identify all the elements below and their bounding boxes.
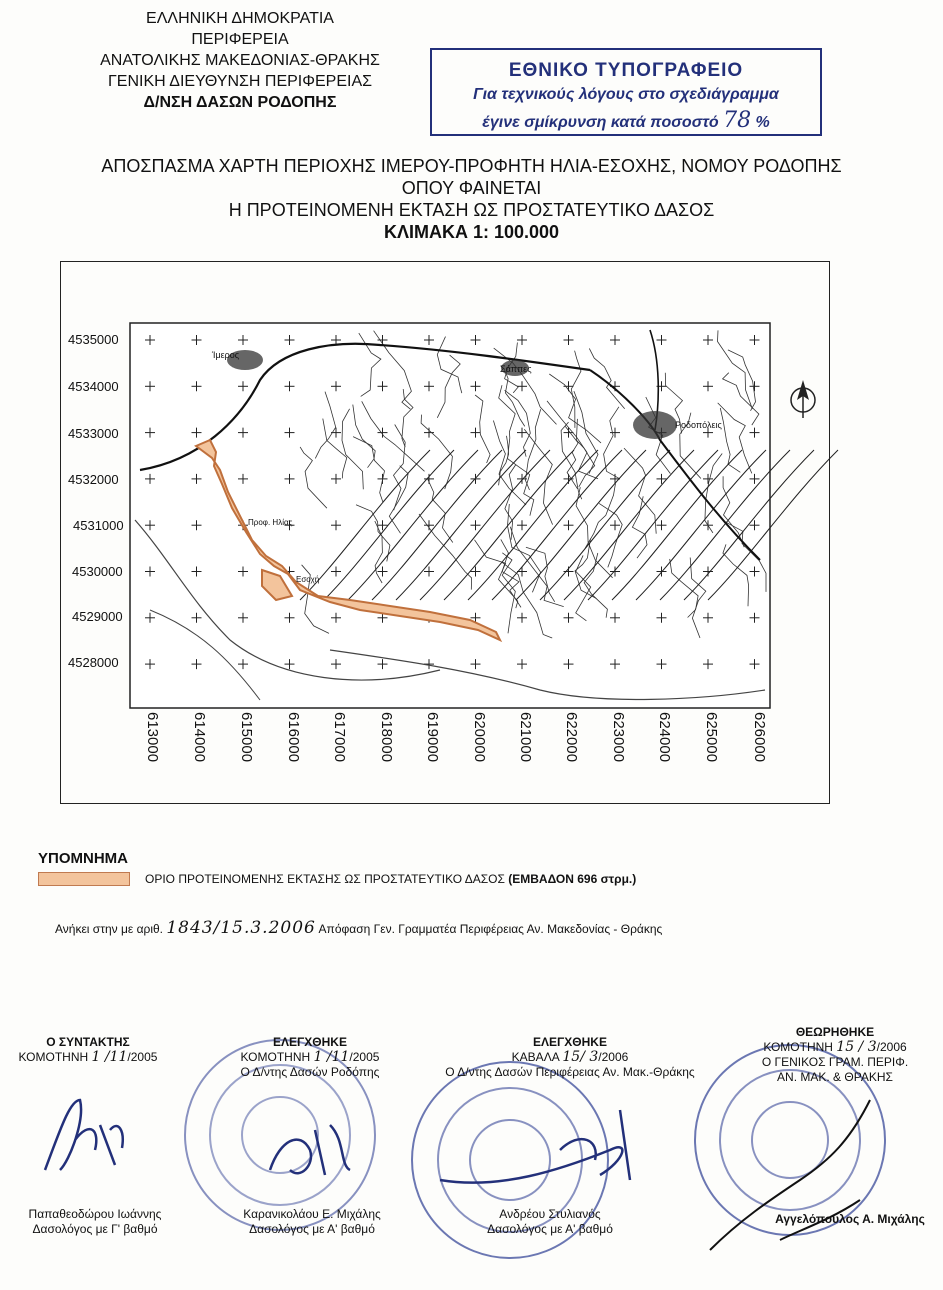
x-coordinate-label: 613000 xyxy=(144,712,161,763)
x-coordinate-label: 625000 xyxy=(703,712,720,763)
handwritten-signature xyxy=(710,1100,870,1250)
stamp-percent-sign: % xyxy=(755,114,770,131)
x-coordinate-label: 619000 xyxy=(424,712,441,763)
signature-date xyxy=(220,1050,400,1065)
y-coordinate-label: 4534000 xyxy=(68,379,119,394)
y-coordinate-label: 4532000 xyxy=(68,472,119,487)
legend-title: ΥΠΟΜΝΗΜΑ xyxy=(38,850,128,867)
signature-date-handwritten: 1 /11 xyxy=(91,1049,128,1065)
signature-name-approved xyxy=(760,1212,940,1227)
y-coordinate-label: 4535000 xyxy=(68,332,119,347)
header-line: ΠΕΡΙΦΕΡΕΙΑ xyxy=(191,31,289,48)
signature-block-check1 xyxy=(220,1035,400,1080)
signer-title: Δασολόγος με Α' βαθμό xyxy=(487,1222,613,1236)
y-coordinate-label: 4529000 xyxy=(72,609,123,624)
x-coordinate-label: 626000 xyxy=(751,712,768,763)
signature-year: /2005 xyxy=(349,1050,380,1064)
signature-name-check2 xyxy=(470,1207,630,1237)
signature-date xyxy=(740,1040,930,1055)
y-coordinate-label: 4528000 xyxy=(68,655,119,670)
signer-role: Ο Δ/ντης Δασών Περιφέρειας Αν. Μακ.-Θράκης xyxy=(445,1065,695,1079)
signature-year: /2006 xyxy=(876,1040,907,1054)
signature-heading: ΕΛΕΓΧΘΗΚΕ xyxy=(273,1035,347,1049)
signature-name-check1 xyxy=(222,1207,402,1237)
place-name: Εσοχή xyxy=(296,575,320,584)
x-coordinate-label: 618000 xyxy=(378,712,395,763)
handwritten-signature xyxy=(270,1125,350,1175)
y-coordinate-label: 4533000 xyxy=(68,426,119,441)
signer-title: Δασολόγος με Α' βαθμό xyxy=(249,1222,375,1236)
legend-item-label: ΟΡΙΟ ΠΡΟΤΕΙΝΟΜΕΝΗΣ ΕΚΤΑΣΗΣ ΩΣ ΠΡΟΣΤΑΤΕΥΤΙΚΟ ΔΑΣΟΣ xyxy=(145,872,505,886)
signature-block-author xyxy=(18,1035,158,1065)
decision-number: 1843/15.3.2006 xyxy=(166,918,316,938)
signature-place: ΚΟΜΟΤΗΝΗ xyxy=(18,1050,89,1064)
x-coordinate-label: 624000 xyxy=(656,712,673,763)
signature-heading: ΕΛΕΓΧΘΗΚΕ xyxy=(533,1035,607,1049)
signature-place: ΚΑΒΑΛΑ xyxy=(511,1050,560,1064)
signature-place: ΚΟΜΟΤΗΝΗ xyxy=(240,1050,311,1064)
x-coordinate-label: 616000 xyxy=(285,712,302,763)
signature-year: /2006 xyxy=(598,1050,629,1064)
y-coordinate-label: 4531000 xyxy=(73,518,124,533)
signature-block-check2 xyxy=(440,1035,700,1080)
place-name: Ίμερος xyxy=(212,350,240,360)
header-line: ΕΛΛΗΝΙΚΗ ΔΗΜΟΚΡΑΤΙΑ xyxy=(146,10,334,27)
signature-date xyxy=(440,1050,700,1065)
x-coordinate-label: 617000 xyxy=(331,712,348,763)
signature-place: ΚΟΜΟΤΗΝΗ xyxy=(763,1040,833,1054)
stamp-title: ΕΘΝΙΚΟ ΤΥΠΟΓΡΑΦΕΙΟ xyxy=(508,60,744,81)
legend-item-area: (ΕΜΒΑΔΟΝ 696 στρμ.) xyxy=(508,872,637,886)
stamp-line: Για τεχνικούς λόγους στο σχεδιάγραμμα xyxy=(473,86,779,103)
handwritten-signature xyxy=(440,1110,630,1183)
signature-date-handwritten: 1 /11 xyxy=(313,1049,350,1065)
signature-date-handwritten: 15/ 3 xyxy=(562,1049,599,1065)
signer-role: ΑΝ. ΜΑΚ. & ΘΡΑΚΗΣ xyxy=(777,1070,893,1084)
title-line: Η ΠΡΟΤΕΙΝΟΜΕΝΗ ΕΚΤΑΣΗ ΩΣ ΠΡΟΣΤΑΤΕΥΤΙΚΟ ΔΑΣΟΣ xyxy=(228,200,715,220)
place-name: Σάππες xyxy=(500,364,532,374)
x-coordinate-label: 623000 xyxy=(610,712,627,763)
map-scale: ΚΛΙΜΑΚΑ 1: 100.000 xyxy=(383,222,560,242)
signer-name: Παπαθεοδώρου Ιωάννης xyxy=(28,1207,162,1221)
y-coordinate-label: 4530000 xyxy=(72,564,123,579)
x-coordinate-label: 615000 xyxy=(238,712,255,763)
header-department: Δ/ΝΣΗ ΔΑΣΩΝ ΡΟΔΟΠΗΣ xyxy=(143,94,337,111)
signature-block-approved xyxy=(740,1025,930,1085)
decision-suffix: Απόφαση Γεν. Γραμματέα Περιφέρειας Αν. Μακεδονίας - Θράκης xyxy=(318,922,663,936)
signer-role: Ο ΓΕΝΙΚΟΣ ΓΡΑΜ. ΠΕΡΙΦ. xyxy=(761,1055,909,1069)
x-coordinate-label: 621000 xyxy=(517,712,534,763)
handwritten-signature xyxy=(45,1100,123,1170)
signer-title: Δασολόγος με Γ' βαθμό xyxy=(32,1222,158,1236)
header-line: ΑΝΑΤΟΛΙΚΗΣ ΜΑΚΕΔΟΝΙΑΣ-ΘΡΑΚΗΣ xyxy=(100,52,380,69)
signature-heading: ΘΕΩΡΗΘΗΚΕ xyxy=(795,1025,875,1039)
x-coordinate-label: 614000 xyxy=(191,712,208,763)
decision-prefix: Ανήκει στην με αριθ. xyxy=(55,922,163,936)
signature-year: /2005 xyxy=(127,1050,158,1064)
header-line: ΓΕΝΙΚΗ ΔΙΕΥΘΥΝΣΗ ΠΕΡΙΦΕΡΕΙΑΣ xyxy=(107,73,373,90)
signature-name-author xyxy=(15,1207,175,1237)
signature-date-handwritten: 15 / 3 xyxy=(836,1039,877,1055)
stamp-line-text: έγινε σμίκρυνση κατά ποσοστό xyxy=(482,114,719,131)
place-name: Ροδοπόλεις xyxy=(675,420,722,430)
signer-name: Ανδρέου Στυλιανός xyxy=(499,1207,601,1221)
stamp-percent: 78 xyxy=(723,108,752,133)
signature-heading: Ο ΣΥΝΤΑΚΤΗΣ xyxy=(46,1035,130,1049)
signer-role: Ο Δ/ντης Δασών Ροδόπης xyxy=(240,1065,380,1079)
signature-date xyxy=(18,1050,158,1065)
x-coordinate-label: 620000 xyxy=(471,712,488,763)
x-coordinate-label: 622000 xyxy=(563,712,580,763)
place-name: Προφ. Ηλίας xyxy=(248,518,293,527)
title-line: ΑΠΟΣΠΑΣΜΑ ΧΑΡΤΗ ΠΕΡΙΟΧΗΣ ΙΜΕΡΟΥ-ΠΡΟΦΗΤΗ ΗΛΙΑ-ΕΣΟΧΗΣ, ΝΟΜΟΥ ΡΟΔΟΠΗΣ xyxy=(101,156,842,176)
signer-name: Αγγελόπουλος Α. Μιχάλης xyxy=(775,1212,925,1226)
signer-name: Καρανικολάου Ε. Μιχάλης xyxy=(243,1207,381,1221)
title-line: ΟΠΟΥ ΦΑΙΝΕΤΑΙ xyxy=(401,178,542,198)
